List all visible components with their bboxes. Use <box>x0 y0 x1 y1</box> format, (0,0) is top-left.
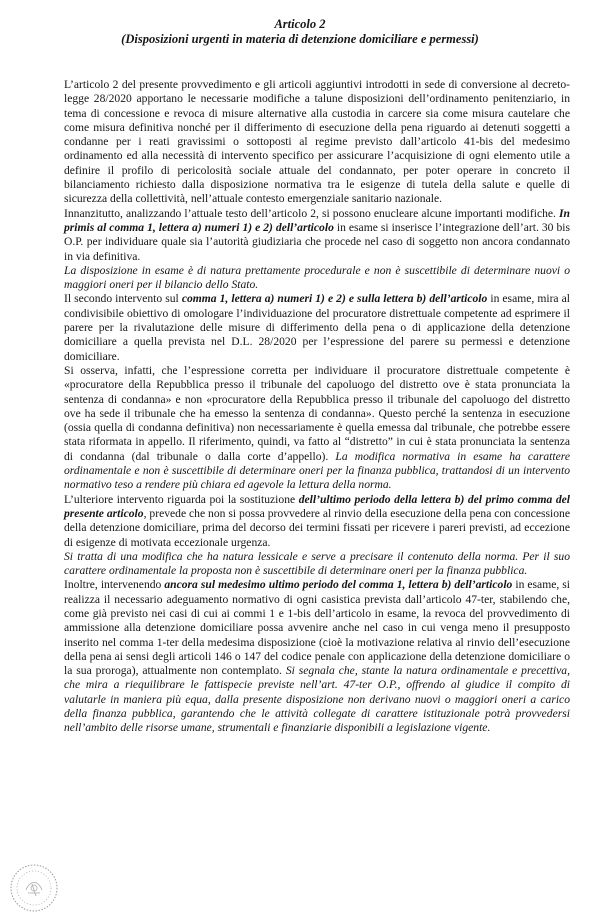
text-run: comma 1, lettera a) numeri 1) e 2) e sulla lettera b) dell’articolo <box>181 292 488 306</box>
paragraph <box>64 207 570 264</box>
article-title: Articolo 2 <box>274 17 326 31</box>
paragraph <box>64 78 570 207</box>
text-run: Inoltre, intervenendo <box>64 578 165 592</box>
text-run: La disposizione in esame è di natura prettamente procedurale e non è suscettibile di determinare nuovi o maggiori oneri per il bilancio dello Stato. <box>64 263 570 292</box>
text-run: Si tratta di una modifica che ha natura lessicale e serve a precisare il contenuto della norma. Per il suo carattere ordinamentale la proposta non è suscettibile di determinare oneri per la finanza pubblica. <box>64 549 570 578</box>
paragraph <box>64 264 570 293</box>
text-run: ancora sul medesimo ultimo periodo del comma 1, lettera b) dell’articolo <box>164 578 513 592</box>
text-run: in esame si inserisce l’integrazione dell’art. 30 bis O.P. per individuare quale sia l’autorità giudiziaria che procede nel caso di soggetto non ancora condannato in via definitiva. <box>64 220 570 263</box>
text-run: Innanzitutto, analizzando l’attuale testo dell’articolo 2, si possono enucleare alcune importanti modifiche. <box>64 206 560 220</box>
paragraph <box>64 292 570 363</box>
text-run: La modifica normativa in esame ha carattere ordinamentale e non è suscettibile di determinare oneri per la finanza pubblica, trattandosi di un intervento normativo teso a rendere più chiara ed agevole la lettura della norma. <box>64 449 570 492</box>
paragraph <box>64 364 570 493</box>
paragraph <box>64 578 570 735</box>
paragraph <box>64 493 570 550</box>
text-run: , prevede che non si possa provvedere al rinvio della esecuzione della pena con concessione della detenzione domiciliare, prima del decorso dei termini fissati per ricevere i pareri previsti, ad eccezione di esigenze di motivata eccezionale urgenza. <box>64 506 570 549</box>
text-run: in esame, si realizza il necessario adeguamento normativo di ogni casistica prevista dall’articolo 47-ter, stabilendo che, come già previsto nei casi di cui ai commi 1 e 1-bis dell’articolo in esame, la revoca del provvedimento di ammissione alla detenzione domiciliare possa avvenire anche nel caso in cui venga meno il presupposto inserito nel comma 1-ter della medesima disposizione (cioè la motivazione relativa al rinvio dell’esecuzione della pena ai sensi degli articoli 146 o 147 del codice penale con applicazione della detenzione domiciliare o la sua proroga), attualmente non contemplato. <box>64 578 571 678</box>
text-run: dell’ultimo periodo della lettera b) del primo comma del presente articolo <box>64 492 570 520</box>
document-body <box>64 78 570 736</box>
text-run: In primis al comma 1, lettera a) numeri 1) e 2) dell’articolo <box>64 206 570 234</box>
text-run: in esame, mira al condivisibile obiettivo di omologare l’individuazione del procuratore distrettuale competente ad esprimere il parere per la rivalutazione delle misure di differimento della pena o di applicazione della detenzione domiciliare a quella prevista nel D.L. 28/2020 per l’espressione del parere su permessi e detenzione domiciliare. <box>64 292 570 363</box>
article-subtitle: (Disposizioni urgenti in materia di detenzione domiciliare e permessi) <box>121 32 479 46</box>
official-seal-icon <box>8 862 60 914</box>
text-run: L’articolo 2 del presente provvedimento e gli articoli aggiuntivi introdotti in sede di conversione al decreto-legge 28/2020 apportano le necessarie modifiche a talune disposizioni dell’ordinamento penitenziario, in tema di concessione e revoca di misure alternative alla custodia in carcere sia come misura cautelare che come misura definitiva nonché per il differimento di esecuzione della pena riguardo ai detenuti soggetti a condanne per i reati gravissimi o sottoposti al regime previsto dall’articolo 41-bis del medesimo ordinamento ed alla necessità di intervento specifico per assicurare l’acquisizione di ogni elemento utile a definire il profilo di pericolosità sociale attuale del condannato, per poter operare in concreto il bilanciamento richiesto dalla disposizione normativa tra le esigenze di tutela della salute e quelle di sicurezza della collettività, nell’attuale contesto emergenziale sanitario nazionale. <box>64 78 570 206</box>
text-run: L’ulteriore intervento riguarda poi la sostituzione <box>64 492 299 506</box>
paragraph <box>64 550 570 579</box>
text-run: Il secondo intervento sul <box>64 292 182 306</box>
text-run: Si segnala che, stante la natura ordinamentale e precettiva, che mira a riequilibrare le fattispecie previste nell’art. 47-ter O.P., offrendo al giudice il compito di valutarle in maniera più equa, dalla presente disposizione non derivano nuovi o maggiori oneri a carico della finanza pubblica, garantendo che le attività collegate di carattere istituzionale potrà provvedersi nell’ambito delle risorse umane, strumentali e finanziarie disponibili a legislazione vigente. <box>64 664 570 735</box>
text-run: Si osserva, infatti, che l’espressione corretta per individuare il procuratore distrettuale competente è «procuratore della Repubblica presso il tribunale del capoluogo del distretto ove è stata pronunciata la sentenza di condanna» e non «procuratore della Repubblica presso il tribunale del capoluogo del distretto ove ha sede il tribunale che ha emesso la sentenza di condanna». Questo perché la sentenza in esecuzione (ossia quella di condanna definitiva) non necessariamente è quella emessa dal tribunale, che potrebbe essere stata riformata in appello. Il riferimento, quindi, va fatto al “distretto” in cui è stata pronunciata la sentenza di condanna (dal tribunale o dalla corte d’appello). <box>64 363 570 463</box>
